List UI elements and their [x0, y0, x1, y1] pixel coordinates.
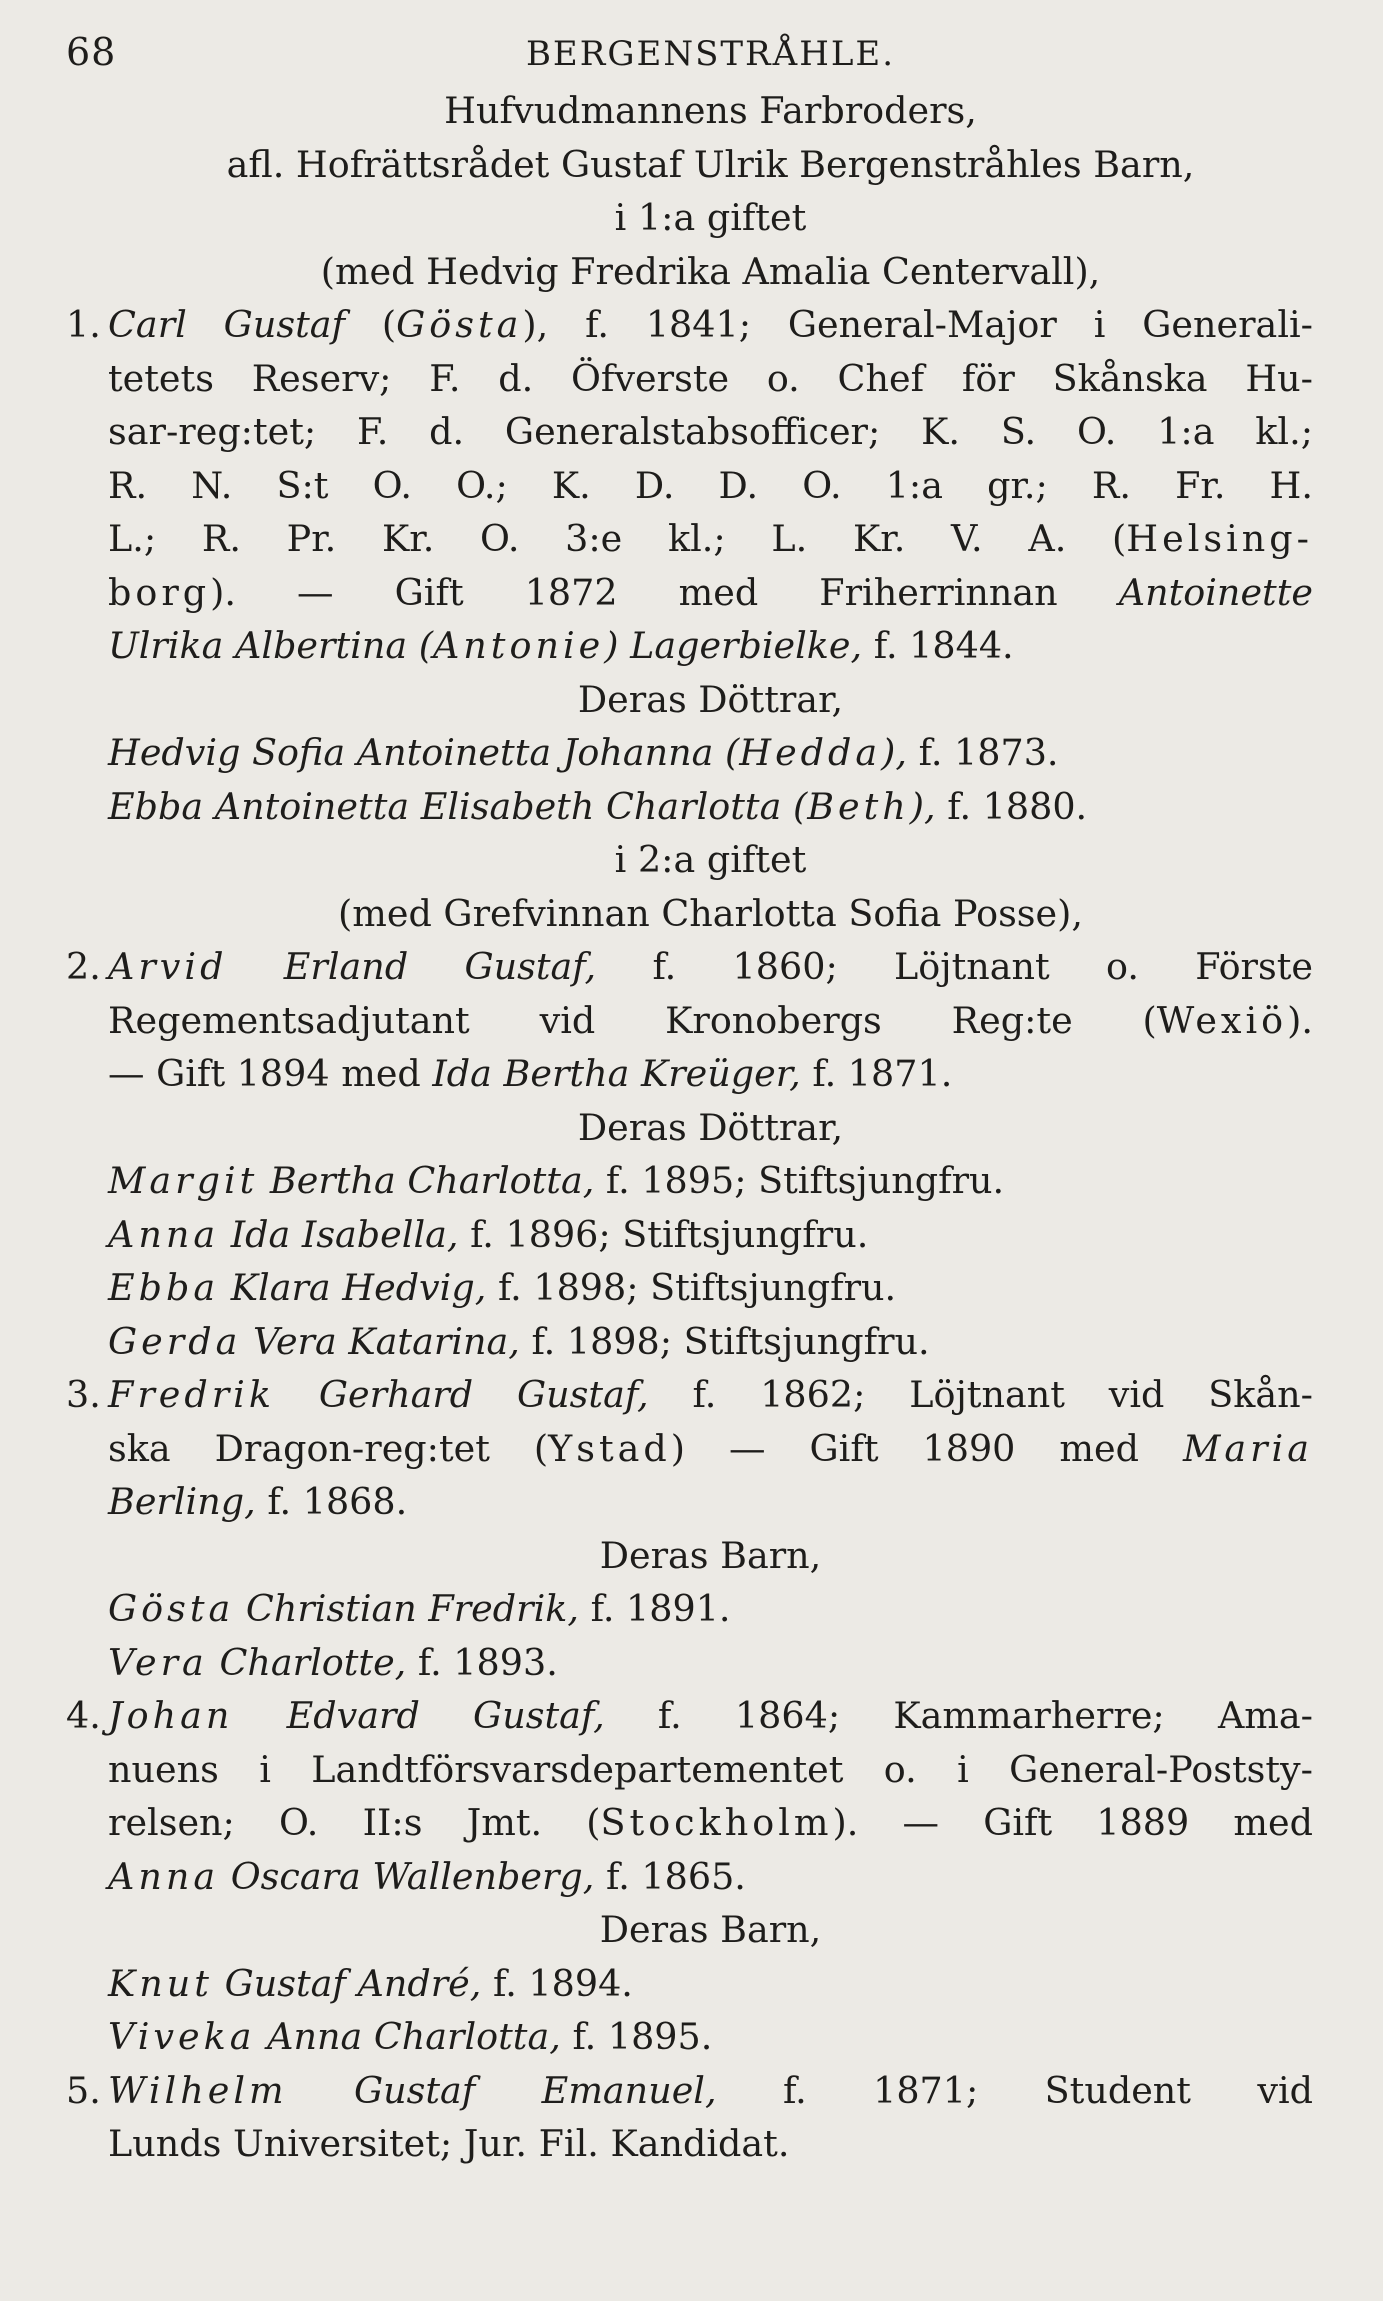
spouse-name: Berling, — [108, 1480, 256, 1523]
spouse-name: Anna — [108, 1854, 220, 1898]
residence: borg — [108, 570, 211, 614]
child-line: Viveka Anna Charlotta, f. 1895. — [108, 2015, 713, 2058]
children-heading: Deras Döttrar, — [577, 1105, 844, 1149]
entry-5-line: 5. Wilhelm Gustaf Emanuel, f. 1871; Student vid — [66, 2068, 1313, 2112]
entry-3-line: ska Dragon-reg:tet (Ystad) — Gift 1890 med Maria — [108, 1426, 1313, 1470]
child-line: Anna Ida Isabella, f. 1896; Stiftsjungfru. — [108, 1212, 869, 1256]
spouse-name: Ida Bertha Kreüger, — [432, 1052, 801, 1095]
residence: Helsing- — [1126, 517, 1313, 560]
entry-1-line: sar-reg:tet; F. d. Generalstabsofficer; K. S. O. 1:a kl.; — [108, 410, 1313, 453]
marriage-heading: i 1:a giftet — [614, 196, 807, 239]
entry-name: Johan — [108, 1694, 234, 1737]
genealogy-text — [66, 84, 1314, 2171]
entry-3-line: Berling, f. 1868. — [108, 1480, 408, 1523]
entry-2-line: 2. Arvid Erland Gustaf, f. 1860; Löjtnant o. Förste — [66, 945, 1313, 988]
residence: Wexiö — [1156, 998, 1288, 1042]
children-heading: Deras Döttrar, — [577, 677, 844, 721]
spouse-name: Oscara Wallenberg, — [230, 1854, 595, 1898]
child-line: Ebba Antoinetta Elisabeth Charlotta (Beth), f. 1880. — [108, 784, 1088, 828]
child-line: Hedvig Sofia Antoinetta Johanna (Hedda), f. 1873. — [108, 731, 1059, 774]
entry-name: Fredrik — [108, 1373, 275, 1416]
entry-1-line: R. N. S:t O. O.; K. D. D. O. 1:a gr.; R. Fr. H. — [108, 463, 1313, 507]
page-header — [66, 24, 1313, 84]
section-heading: Hufvudmannens Farbroders, — [444, 89, 977, 132]
entry-1-line: L.; R. Pr. Kr. O. 3:e kl.; L. Kr. V. A. (Helsing- — [108, 517, 1313, 560]
children-heading: Deras Barn, — [599, 1533, 822, 1577]
page-number: 68 — [66, 30, 117, 74]
entry-4-line: relsen; O. II:s Jmt. (Stockholm). — Gift 1889 med — [108, 1801, 1313, 1844]
spouse-name: Ulrika Albertina ( — [108, 624, 433, 667]
entry-5-line: Lunds Universitet; Jur. Fil. Kandidat. — [108, 2122, 790, 2165]
spouse-name: Antoinette — [1118, 570, 1313, 614]
entry-nickname: Gösta — [396, 303, 523, 346]
entry-2-line: — Gift 1894 med Ida Bertha Kreüger, f. 1871. — [108, 1052, 953, 1095]
child-line: Gösta Christian Fredrik, f. 1891. — [108, 1587, 731, 1630]
entry-2-line: Regementsadjutant vid Kronobergs Reg:te (Wexiö). — [108, 998, 1313, 1042]
entry-1-line: 1. Carl Gustaf (Gösta), f. 1841; General-Major i Generali- — [66, 303, 1313, 346]
child-line: Vera Charlotte, f. 1893. — [108, 1640, 558, 1684]
marriage-partner: (med Hedvig Fredrika Amalia Centervall), — [320, 249, 1101, 293]
child-line: Knut Gustaf André, f. 1894. — [108, 1961, 633, 2005]
entry-1-line: Ulrika Albertina (Antonie) Lagerbielke, f. 1844. — [108, 624, 1014, 667]
entry-name: Carl Gustaf — [108, 303, 346, 346]
entry-4-line: 4. Johan Edvard Gustaf, f. 1864; Kammarherre; Ama- — [66, 1694, 1314, 1737]
child-line: Ebba Klara Hedvig, f. 1898; Stiftsjungfru. — [108, 1266, 897, 1309]
entry-1-line: tetets Reserv; F. d. Öfverste o. Chef för Skånska Hu- — [108, 356, 1313, 400]
marriage-heading: i 2:a giftet — [614, 838, 807, 881]
entry-name: Arvid — [108, 945, 228, 988]
entry-3-line: 3. Fredrik Gerhard Gustaf, f. 1862; Löjtnant vid Skån- — [66, 1373, 1314, 1416]
entry-name: Wilhelm — [108, 2068, 288, 2112]
spouse-nickname: Antonie — [432, 624, 605, 667]
spouse-name: Maria — [1182, 1426, 1313, 1470]
child-line: Gerda Vera Katarina, f. 1898; Stiftsjungfru. — [108, 1319, 930, 1363]
residence: Ystad — [548, 1426, 671, 1470]
running-title: BERGENSTRÅHLE. — [525, 34, 896, 74]
section-subheading: afl. Hofrättsrådet Gustaf Ulrik Bergenstråhles Barn, — [226, 142, 1195, 186]
entry-4-line: Anna Oscara Wallenberg, f. 1865. — [108, 1854, 746, 1898]
residence: Stockholm — [600, 1801, 833, 1844]
entry-1-line: borg). — Gift 1872 med Friherrinnan Antoinette — [108, 570, 1313, 614]
child-line: Margit Bertha Charlotta, f. 1895; Stiftsjungfru. — [108, 1159, 1005, 1202]
entry-4-line: nuens i Landtförsvarsdepartementet o. i General-Poststy- — [108, 1747, 1313, 1791]
marriage-partner: (med Grefvinnan Charlotta Sofia Posse), — [338, 891, 1083, 935]
children-heading: Deras Barn, — [599, 1908, 822, 1951]
